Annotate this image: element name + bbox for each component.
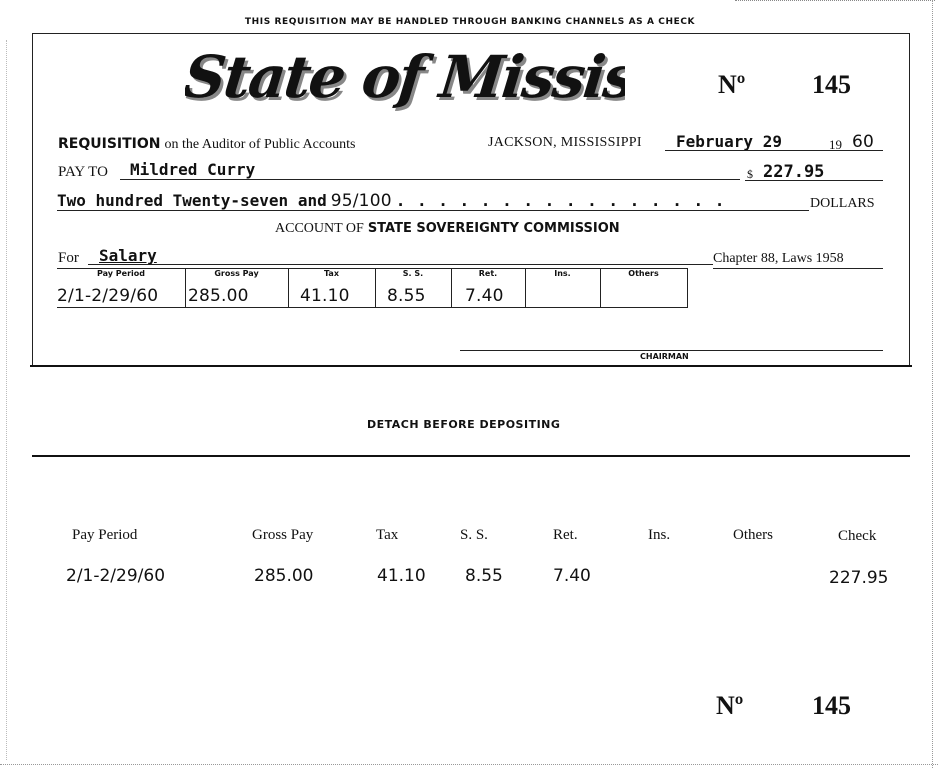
perforation-right (932, 0, 933, 768)
stub-value-ss: 8.55 (465, 566, 503, 586)
account-of-label: ACCOUNT OF (275, 221, 364, 236)
city: JACKSON, MISSISSIPPI (488, 135, 642, 150)
stub-header-tax: Tax (376, 527, 399, 543)
value-ss: 8.55 (387, 286, 426, 306)
payee: Mildred Curry (130, 160, 256, 179)
check-number-label: Nº (718, 70, 746, 99)
value-pay-period: 2/1-2/29/60 (57, 286, 159, 306)
amount-line (745, 180, 883, 181)
check-bottom-rule (30, 365, 912, 367)
deductions-table (57, 268, 687, 308)
perforation-bottom (0, 764, 938, 765)
amount-fraction: 95/100 (330, 191, 392, 211)
dollars-label: DOLLARS (810, 196, 875, 211)
stub-number: 145 (812, 691, 851, 720)
value-tax: 41.10 (300, 286, 350, 306)
amount: 227.95 (763, 162, 825, 182)
col-divider (687, 268, 688, 308)
stub-header-gross-pay: Gross Pay (252, 527, 314, 543)
stub-value-check: 227.95 (829, 568, 889, 588)
stub-value-gross-pay: 285.00 (254, 566, 314, 586)
chairman-signature-line (460, 350, 883, 351)
header-ret: Ret. (478, 269, 498, 278)
date-line (665, 150, 883, 151)
account-line (275, 219, 620, 237)
amount-dots: . . . . . . . . . . . . . . . . (395, 191, 726, 210)
stub-value-ret: 7.40 (553, 566, 591, 586)
for-label: For (58, 250, 79, 266)
year-suffix: 60 (852, 132, 875, 152)
detach-rule (32, 455, 910, 457)
stub-header-ss: S. S. (460, 527, 488, 543)
requisition-label: REQUISITION (58, 136, 161, 152)
stub-header-ins: Ins. (648, 527, 671, 543)
col-divider (375, 268, 376, 308)
header-ins: Ins. (554, 269, 571, 278)
pay-to-label: PAY TO (58, 164, 108, 180)
col-divider (185, 268, 186, 308)
check-number: 145 (812, 70, 851, 99)
year-prefix: 19 (829, 137, 842, 152)
state-of-mississippi-logo (185, 40, 625, 115)
header-pay-period: Pay Period (97, 269, 145, 278)
stub-header-check: Check (838, 528, 877, 544)
header-others: Others (628, 269, 659, 278)
value-ret: 7.40 (465, 286, 504, 306)
amount-words-line (57, 191, 725, 211)
requisition-text: on the Auditor of Public Accounts (164, 137, 356, 152)
requisition-line (58, 135, 355, 153)
col-divider (600, 268, 601, 308)
date: February 29 (676, 132, 782, 151)
header-ss: S. S. (402, 269, 424, 278)
perforation-left (6, 40, 7, 760)
stub-header-others: Others (733, 527, 773, 543)
header-gross-pay: Gross Pay (214, 269, 259, 278)
col-divider (525, 268, 526, 308)
banking-notice: THIS REQUISITION MAY BE HANDLED THROUGH BANKING CHANNELS AS A CHECK (244, 17, 696, 27)
header-tax: Tax (324, 269, 339, 278)
for-value: Salary (99, 246, 157, 265)
svg-text:State of Mississippi: State of Mississippi (185, 42, 625, 111)
col-divider (451, 268, 452, 308)
value-gross-pay: 285.00 (188, 286, 249, 306)
chapter: Chapter 88, Laws 1958 (713, 251, 844, 266)
account-name: STATE SOVEREIGNTY COMMISSION (367, 221, 620, 236)
amount-words: Two hundred Twenty-seven and (57, 191, 327, 210)
svg-text:State of Mississippi: State of Mississippi (185, 45, 625, 114)
stub-header-ret: Ret. (553, 527, 578, 543)
stub-header-pay-period: Pay Period (72, 527, 138, 543)
perforation-top (735, 0, 935, 1)
deductions-bottom-rule (57, 307, 687, 308)
stub-number-label: Nº (716, 691, 744, 720)
dollar-sign: $ (747, 167, 753, 181)
detach-instruction: DETACH BEFORE DEPOSITING (367, 418, 561, 431)
chairman-label: CHAIRMAN (640, 352, 689, 361)
chapter-line (713, 268, 883, 269)
for-line (88, 264, 713, 265)
col-divider (288, 268, 289, 308)
payee-line (120, 179, 740, 180)
words-line (57, 210, 809, 211)
stub-value-tax: 41.10 (377, 566, 426, 586)
stub-value-pay-period: 2/1-2/29/60 (66, 566, 166, 586)
